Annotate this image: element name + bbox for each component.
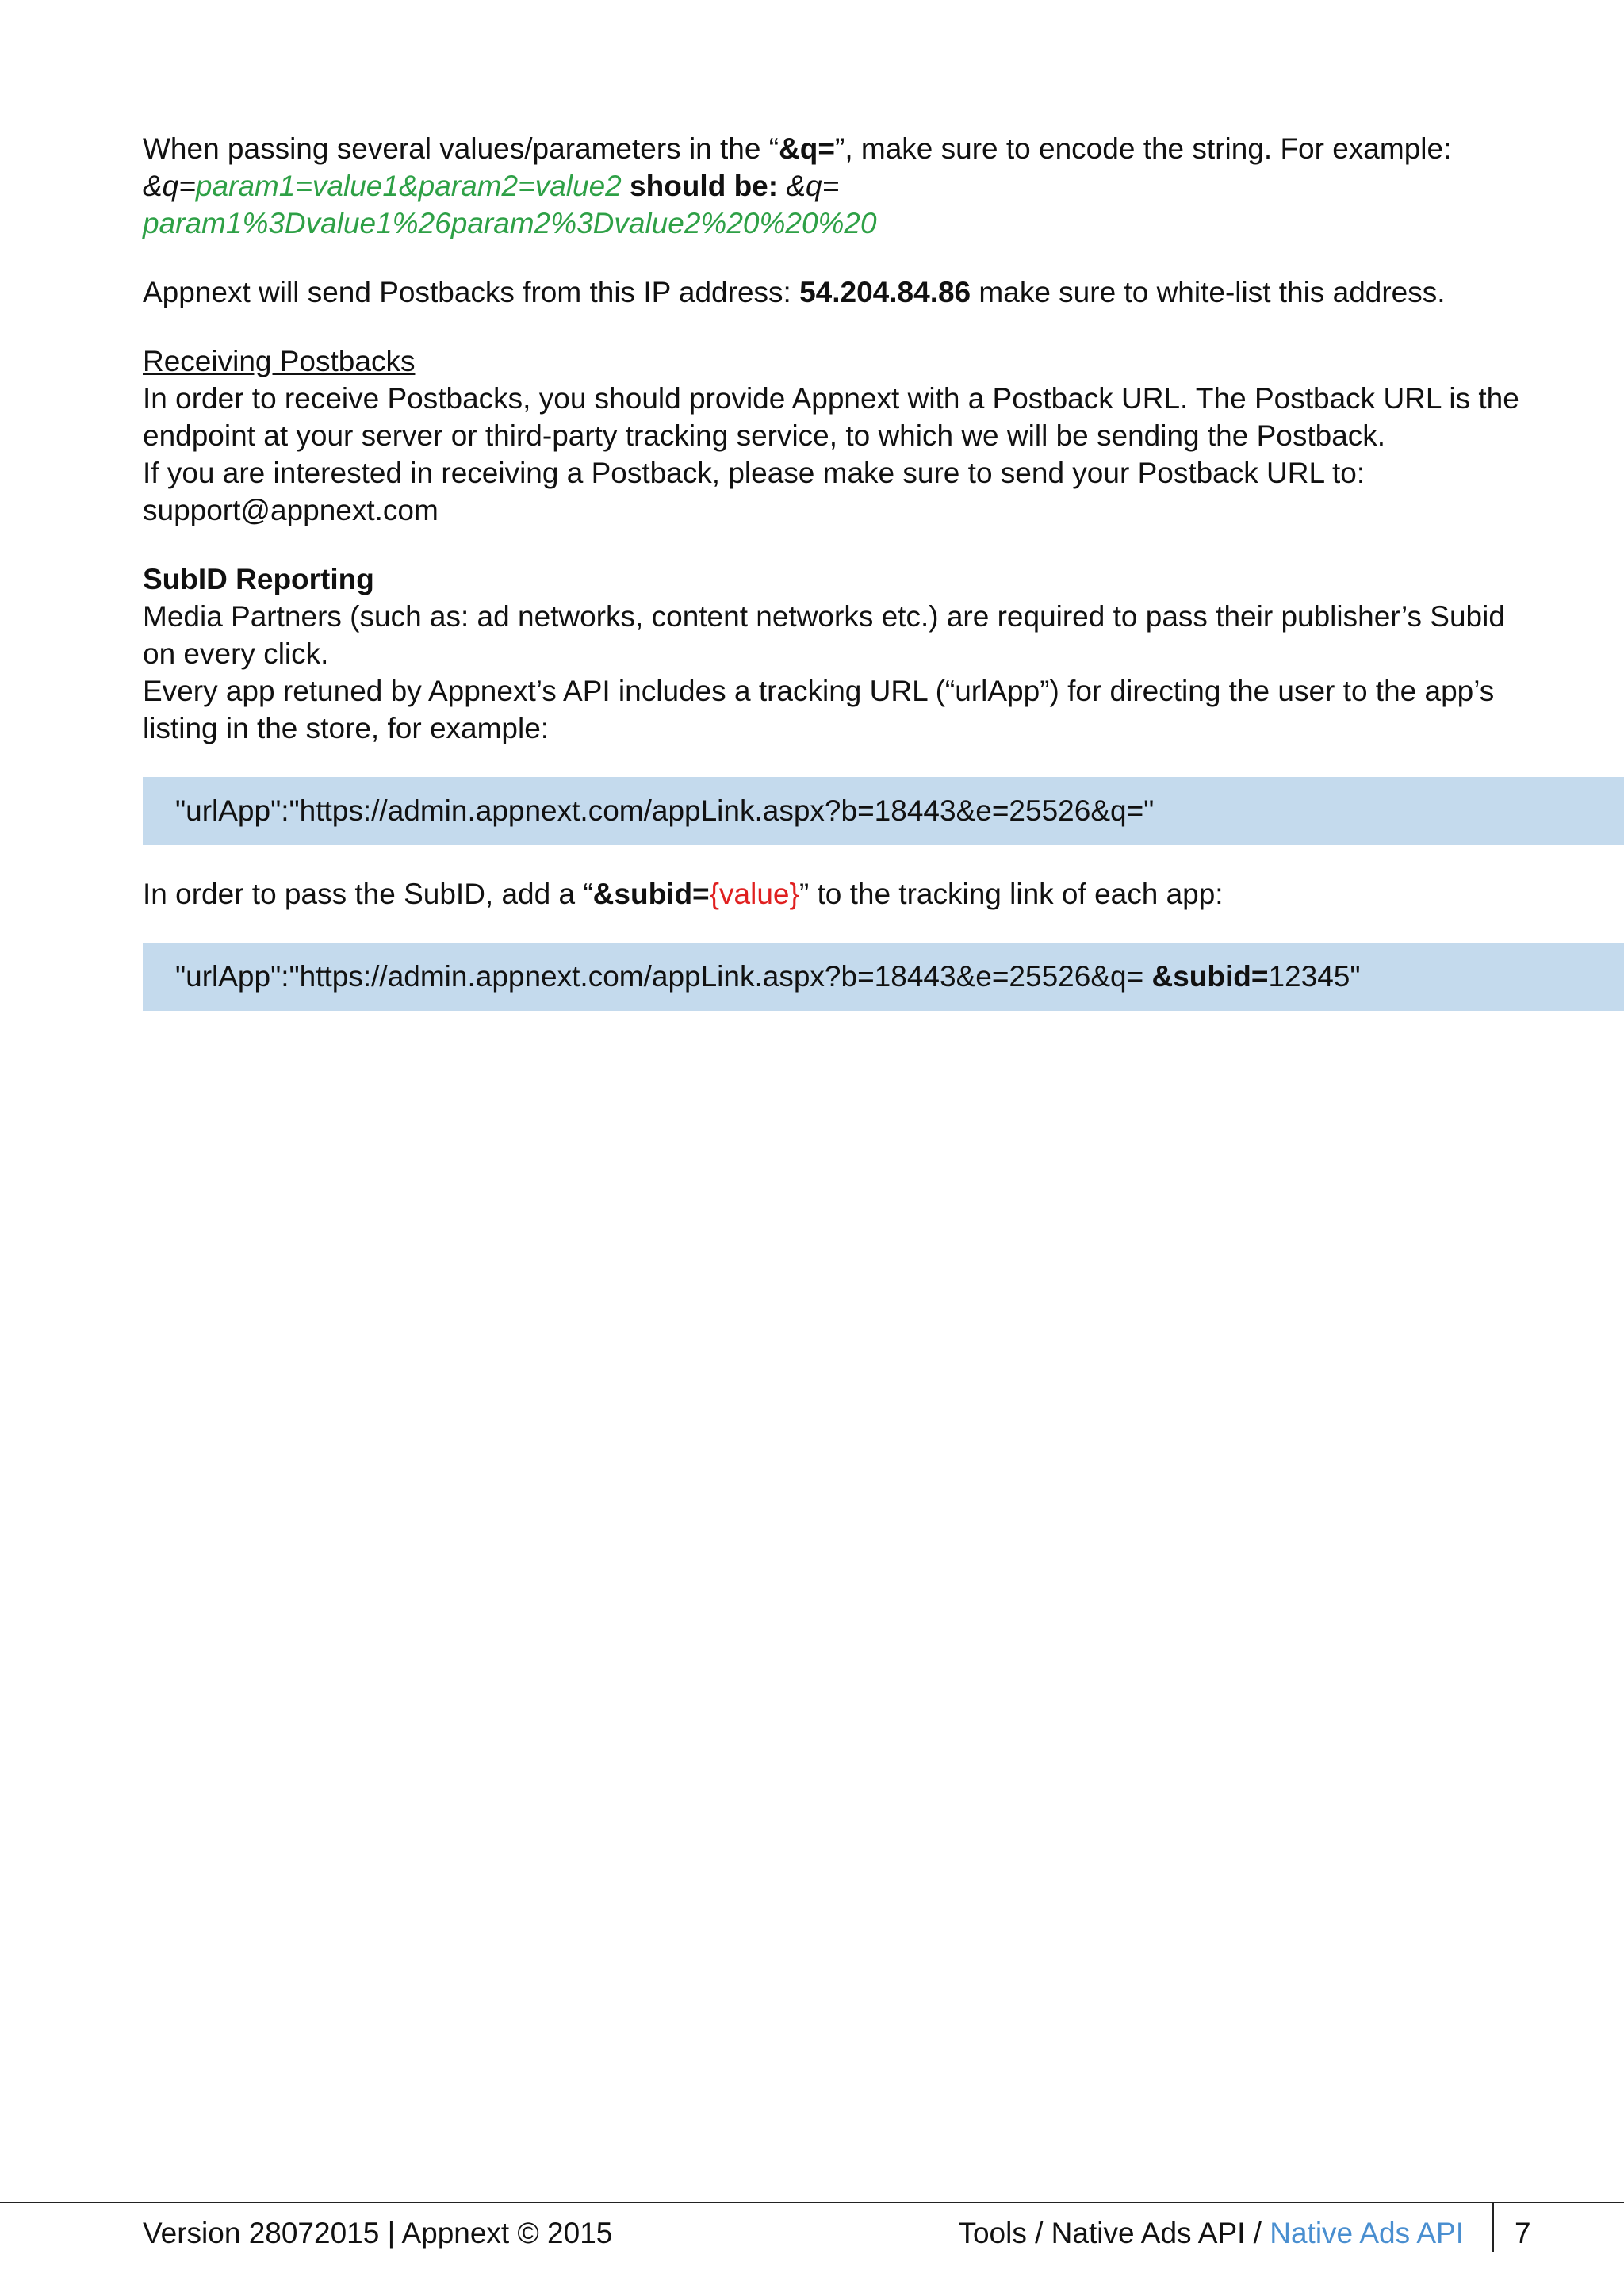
code-example-url xyxy=(143,777,1624,845)
receiving-description: In order to receive Postbacks, you should provide Appnext with a Postback URL. The Postback URL is the endpoint at your server or third-party tracking service, to which we will be sending the Postback. xyxy=(143,382,1519,452)
subid-description: Media Partners (such as: ad networks, content networks etc.) are required to pass their publisher’s Subid on every click. xyxy=(143,600,1505,670)
encoding-paragraph xyxy=(143,130,1530,242)
subid-param-token: &subid= xyxy=(592,878,710,910)
footer-breadcrumb xyxy=(958,2216,1464,2251)
receiving-instruction: If you are interested in receiving a Postback, please make sure to send your Postback URL to: xyxy=(143,457,1365,489)
code-example-subid xyxy=(143,943,1624,1011)
encoding-param-token: &q= xyxy=(779,132,835,165)
subid-value-token: {value} xyxy=(709,878,799,910)
breadcrumb-link[interactable]: Native Ads API xyxy=(1270,2217,1464,2249)
breadcrumb-path: Tools / Native Ads API / xyxy=(958,2217,1270,2249)
ip-notice xyxy=(143,274,1530,311)
receiving-section xyxy=(143,342,1530,529)
encoding-intro-tail: ”, make sure to encode the string. For example: xyxy=(835,132,1452,165)
footer-separator xyxy=(1492,2203,1494,2252)
subid-tracking-description: Every app retuned by Appnext’s API includes a tracking URL (“urlApp”) for directing the user to the app’s listing in the store, for example: xyxy=(143,675,1495,744)
code-subid-prefix: "urlApp":"https://admin.appnext.com/appLink.aspx?b=18443&e=25526&q= xyxy=(175,960,1152,993)
ip-notice-tail: make sure to white-list this address. xyxy=(971,276,1446,308)
page-number: 7 xyxy=(1515,2217,1531,2249)
subid-instruction-text: In order to pass the SubID, add a “ xyxy=(143,878,593,910)
footer-version: Version 28072015 | Appnext © 2015 xyxy=(143,2217,613,2249)
code-subid-value: 12345" xyxy=(1268,960,1361,993)
example-key: &q= xyxy=(143,170,196,202)
should-be-label: should be: xyxy=(621,170,787,202)
ip-address: 54.204.84.86 xyxy=(799,276,971,308)
code-subid-param: &subid= xyxy=(1151,960,1269,993)
subid-instruction xyxy=(143,875,1530,913)
subid-heading: SubID Reporting xyxy=(143,563,374,595)
footer-divider xyxy=(0,2202,1624,2203)
subid-section xyxy=(143,561,1530,747)
code-example-text: "urlApp":"https://admin.appnext.com/appLink.aspx?b=18443&e=25526&q=" xyxy=(175,794,1155,827)
support-email: support@appnext.com xyxy=(143,494,439,526)
encoding-intro-text: When passing several values/parameters in the “ xyxy=(143,132,779,165)
encoded-value: param1%3Dvalue1%26param2%3Dvalue2%20%20%20 xyxy=(143,207,877,239)
example-value: param1=value1&param2=value2 xyxy=(195,170,622,202)
receiving-heading: Receiving Postbacks xyxy=(143,345,416,377)
ip-notice-text: Appnext will send Postbacks from this IP address: xyxy=(143,276,800,308)
document-body xyxy=(143,130,1624,1011)
subid-instruction-tail: ” to the tracking link of each app: xyxy=(799,878,1224,910)
encoded-key: &q= xyxy=(786,170,840,202)
